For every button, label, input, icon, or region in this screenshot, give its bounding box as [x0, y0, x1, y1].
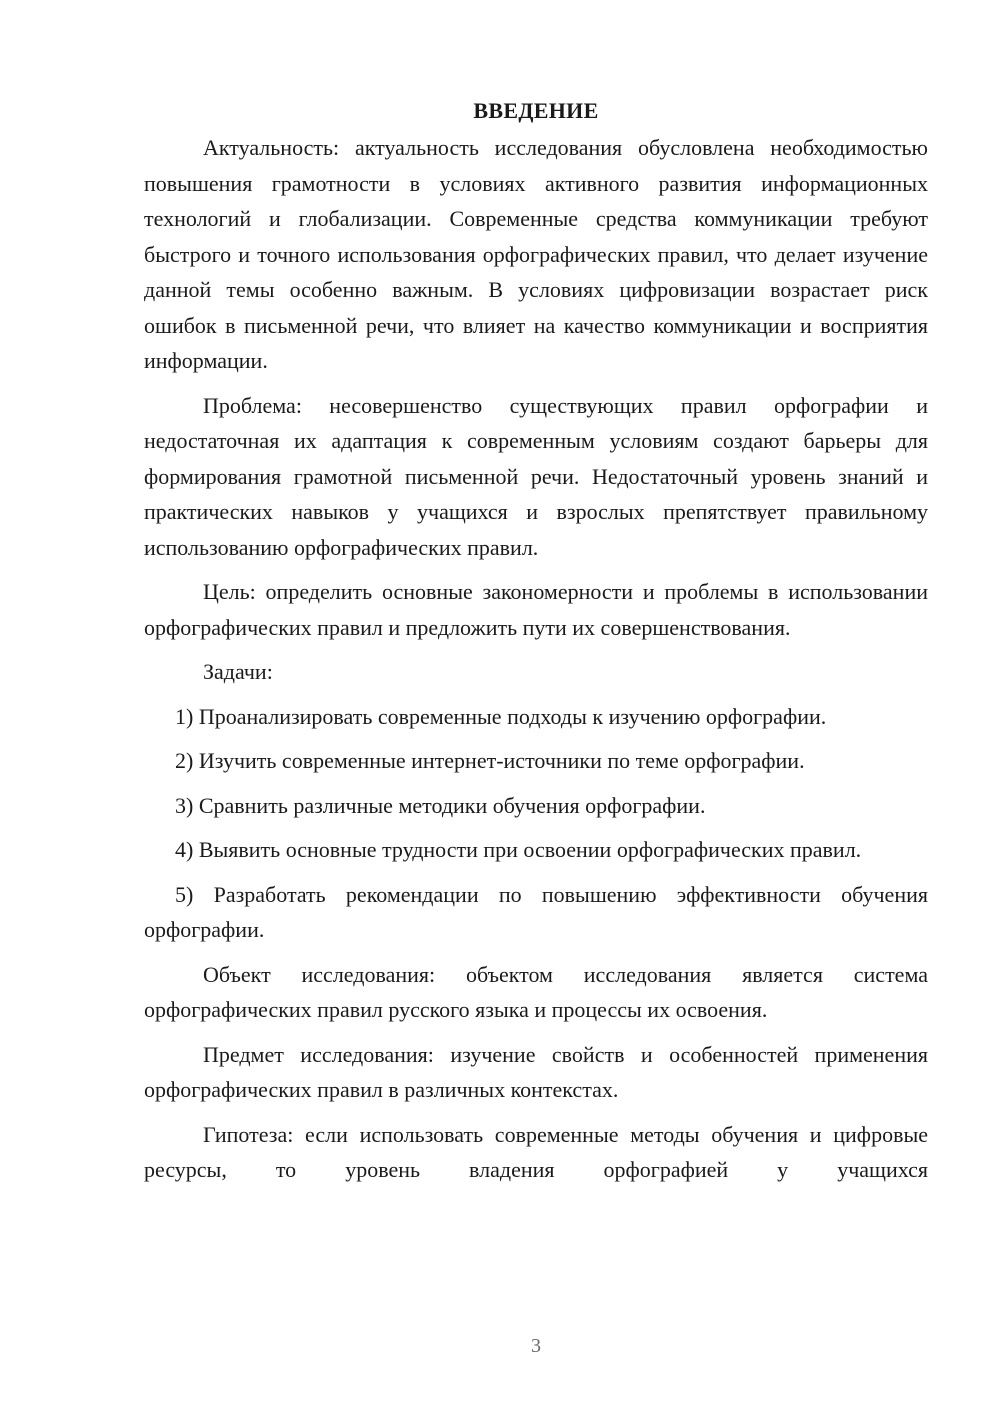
page-number: 3	[531, 1335, 541, 1357]
task-item-4: 4) Выявить основные трудности при освоении орфографических правил.	[175, 837, 862, 862]
paragraph-hypothesis: Гипотеза: если использовать современные методы обучения и цифровые ресурсы, то уровень владения орфографией у учащихся	[144, 1121, 928, 1182]
page-body	[144, 96, 928, 1188]
task-item-5: 5) Разработать рекомендации по повышению эффективности обучения орфографии.	[144, 881, 928, 942]
paragraph-object: Объект исследования: объектом исследования является система орфографических правил русского языка и процессы их освоения.	[144, 961, 928, 1022]
paragraph-problem: Проблема: несовершенство существующих правил орфографии и недостаточная их адаптация к современным условиям создают барьеры для формирования грамотной письменной речи. Недостаточный уровень знаний и практических навыков у учащихся и взрослых препятствует правильному использованию орфографических правил.	[144, 392, 928, 560]
tasks-heading: Задачи:	[203, 659, 273, 684]
section-heading: ВВЕДЕНИЕ	[473, 98, 599, 123]
paragraph-goal: Цель: определить основные закономерности и проблемы в использовании орфографических правил и предложить пути их совершенствования.	[144, 579, 928, 640]
paragraph-relevance: Актуальность: актуальность исследования обусловлена необходимостью повышения грамотности в условиях активного развития информационных технологий и глобализации. Современные средства коммуникации требуют быстрого и точного использования орфографических правил, что делает изучение данной темы особенно важным. В условиях цифровизации возрастает риск ошибок в письменной речи, что влияет на качество коммуникации и восприятия информации.	[144, 135, 928, 373]
task-item-3: 3) Сравнить различные методики обучения орфографии.	[175, 792, 706, 818]
task-item-2: 2) Изучить современные интернет-источники по теме орфографии.	[175, 748, 805, 773]
paragraph-subject: Предмет исследования: изучение свойств и особенностей применения орфографических правил в различных контекстах.	[144, 1041, 928, 1102]
task-item-1: 1) Проанализировать современные подходы к изучению орфографии.	[175, 703, 827, 729]
